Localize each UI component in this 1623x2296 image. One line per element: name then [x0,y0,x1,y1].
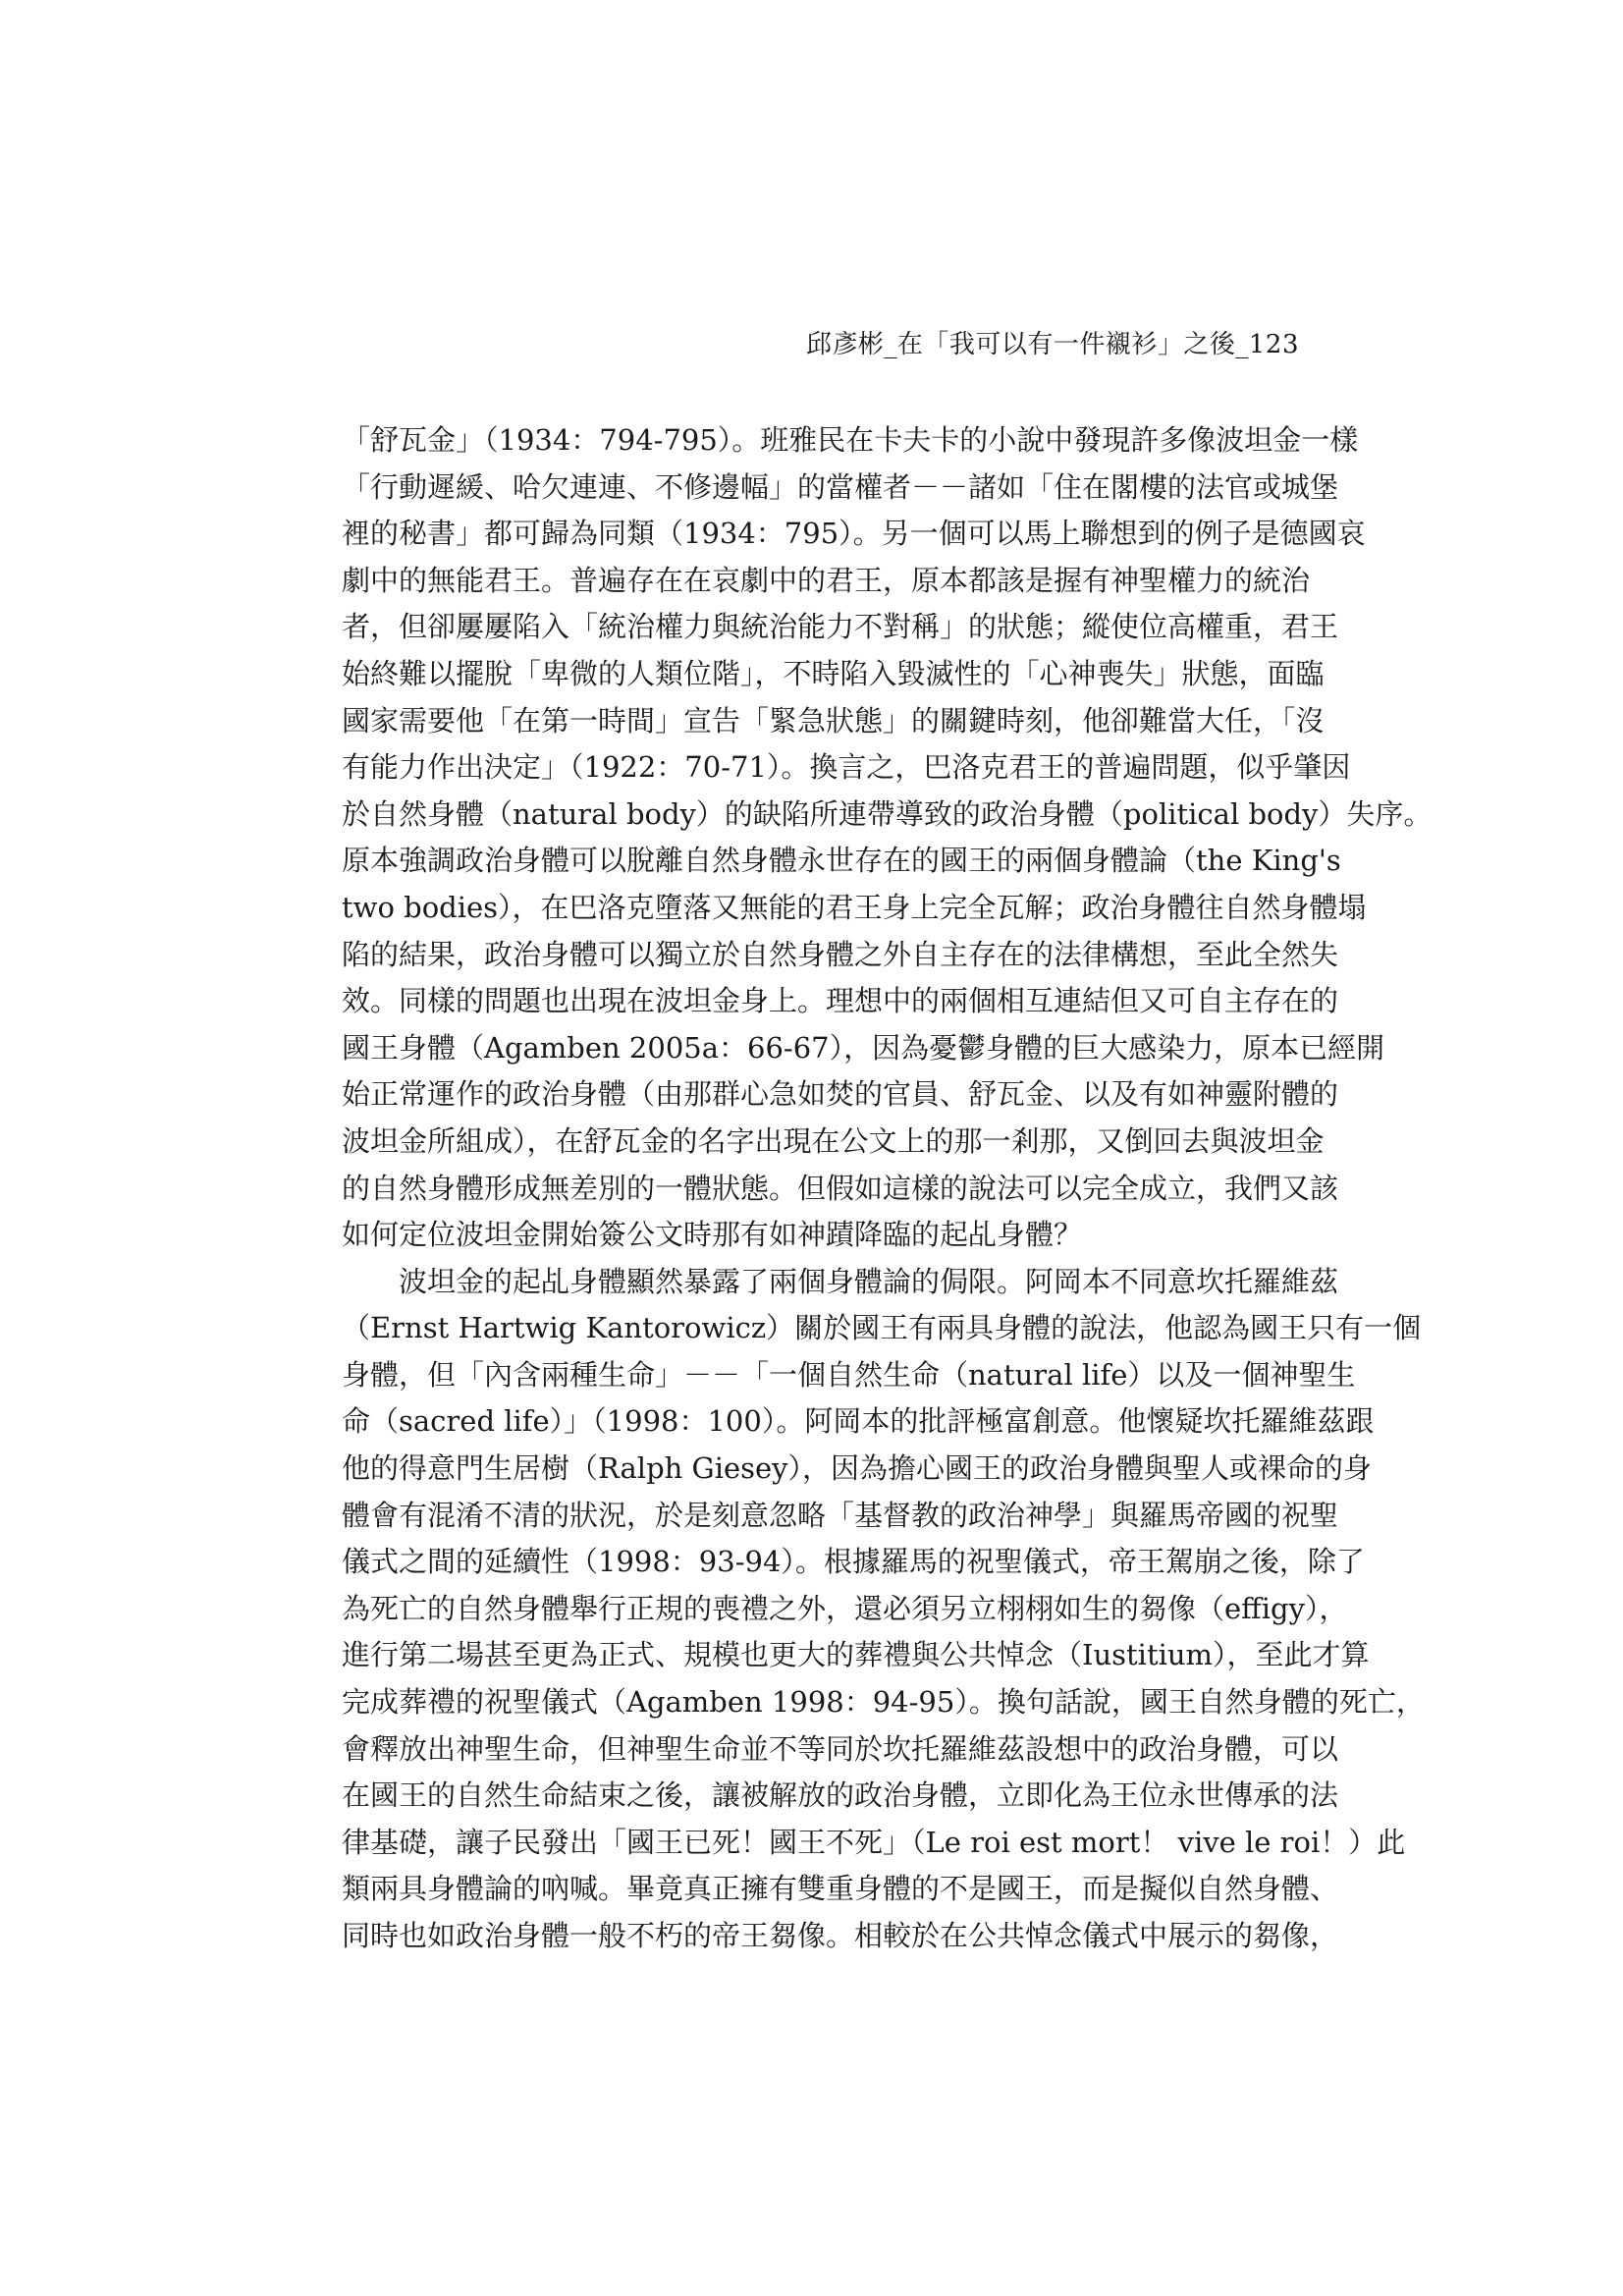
text-line: 有能力作出決定」（1922：70-71）。換言之，巴洛克君王的普遍問題，似乎肇因 [342,750,1351,785]
text-line: 國家需要他「在第一時間」宣告「緊急狀態」的關鍵時刻，他卻難當大任，「沒 [342,703,1325,738]
text-line: 裡的秘書」都可歸為同類（1934：795）。另一個可以馬上聯想到的例子是德國哀 [342,517,1366,551]
text-line: 始正常運作的政治身體（由那群心急如焚的官員、舒瓦金、以及有如神靈附體的 [342,1077,1339,1112]
text-line: 命（sacred life）」（1998：100）。阿岡本的批評極富創意。他懷疑坎托羅維茲跟 [342,1404,1375,1439]
text-line: 始終難以擺脫「卑微的人類位階」，不時陷入毀滅性的「心神喪失」狀態，面臨 [342,656,1325,690]
text-line: 的自然身體形成無差別的一體狀態。但假如這樣的說法可以完全成立，我們又該 [342,1171,1339,1205]
text-line: 為死亡的自然身體舉行正規的喪禮之外，還必須另立栩栩如生的芻像（effigy）， [342,1591,1348,1625]
text-line: 儀式之間的延續性（1998：93-94）。根據羅馬的祝聖儀式，帝王駕崩之後，除了 [342,1545,1365,1579]
body-text [342,417,1433,1960]
text-line: 「舒瓦金」（1934：794-795）。班雅民在卡夫卡的小說中發現許多像波坦金一樣 [342,423,1359,457]
text-line: 者，但卻屢屢陷入「統治權力與統治能力不對稱」的狀態；縱使位高權重，君王 [342,610,1339,644]
text-line: 同時也如政治身體一般不朽的帝王芻像。相較於在公共悼念儀式中展示的芻像， [342,1919,1339,1952]
text-line: 國王身體（Agamben 2005a：66-67），因為憂鬱身體的巨大感染力，原本已經開 [342,1030,1385,1065]
text-line: 效。同樣的問題也出現在波坦金身上。理想中的兩個相互連結但又可自主存在的 [342,984,1339,1018]
text-line: 完成葬禮的祝聖儀式（Agamben 1998：94-95）。換句話說，國王自然身體的死亡， [342,1685,1425,1720]
text-line: 律基礎，讓子民發出「國王已死！國王不死」（Le roi est mort！ vive le roi！）此 [342,1825,1406,1859]
text-line: 類兩具身體論的吶喊。畢竟真正擁有雙重身體的不是國王，而是擬似自然身體、 [342,1872,1339,1906]
text-line: 波坦金所組成），在舒瓦金的名字出現在公文上的那一剎那，又倒回去與波坦金 [342,1123,1325,1158]
text-line: 波坦金的起乩身體顯然暴露了兩個身體論的侷限。阿岡本不同意坎托羅維茲 [399,1264,1339,1298]
text-line: two bodies），在巴洛克墮落又無能的君王身上完全瓦解；政治身體往自然身體塌 [342,890,1367,924]
running-header: 邱彥彬_在「我可以有一件襯衫」之後_123 [805,330,1299,359]
text-line: 會釋放出神聖生命，但神聖生命並不等同於坎托羅維茲設想中的政治身體，可以 [342,1731,1339,1766]
text-line: 原本強調政治身體可以脫離自然身體永世存在的國王的兩個身體論（the King's [342,844,1341,878]
text-line: 如何定位波坦金開始簽公文時那有如神蹟降臨的起乩身體？ [342,1218,1083,1252]
text-line: 「行動遲緩、哈欠連連、不修邊幅」的當權者－－諸如「住在閣樓的法官或城堡 [342,469,1339,504]
text-line: （Ernst Hartwig Kantorowicz）關於國王有兩具身體的說法，他認為國王只有一個 [342,1311,1422,1345]
text-line: 他的得意門生居樹（Ralph Giesey），因為擔心國王的政治身體與聖人或裸命的身 [342,1451,1373,1486]
text-line: 陷的結果，政治身體可以獨立於自然身體之外自主存在的法律構想，至此全然失 [342,937,1339,971]
text-line: 進行第二場甚至更為正式、規模也更大的葬禮與公共悼念（Iustitium），至此才算 [342,1638,1370,1672]
text-line: 劇中的無能君王。普遍存在在哀劇中的君王，原本都該是握有神聖權力的統治 [342,563,1311,597]
text-line: 體會有混淆不清的狀況，於是刻意忽略「基督教的政治神學」與羅馬帝國的祝聖 [342,1498,1339,1532]
text-line: 於自然身體（natural body）的缺陷所連帶導致的政治身體（political body）失序。 [342,796,1433,831]
text-line: 在國王的自然生命結束之後，讓被解放的政治身體，立即化為王位永世傳承的法 [342,1778,1339,1813]
text-line: 身體，但「內含兩種生命」－－「一個自然生命（natural life）以及一個神聖生 [342,1357,1356,1392]
